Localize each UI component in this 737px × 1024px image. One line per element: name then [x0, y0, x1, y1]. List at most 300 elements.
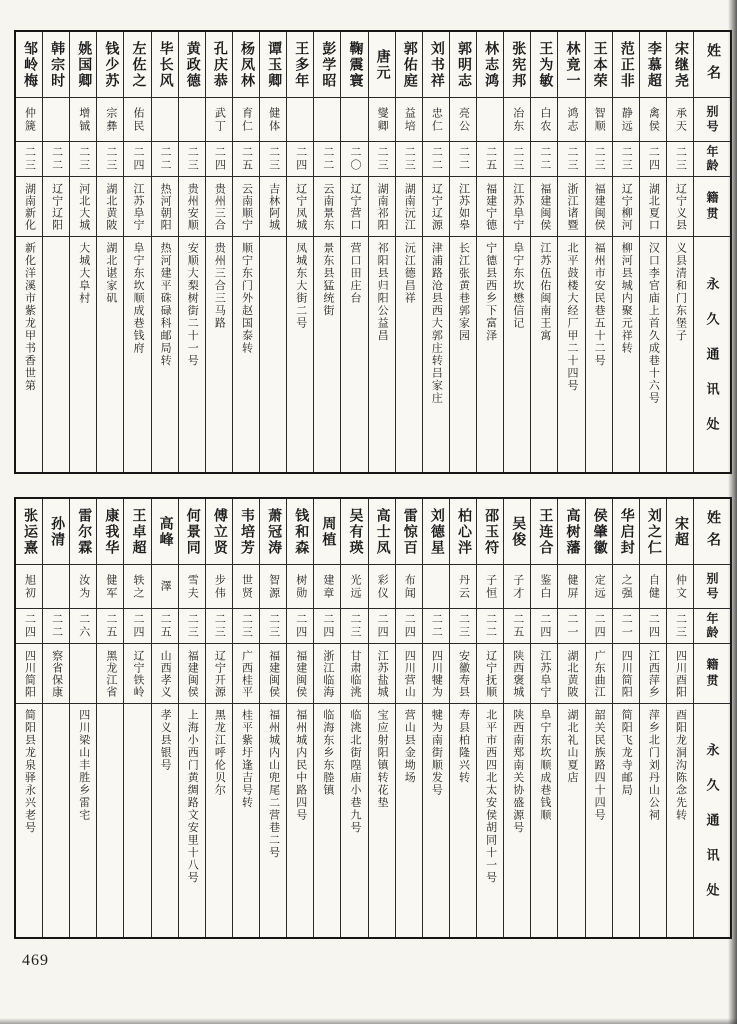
person-age: 二二	[430, 146, 443, 172]
address-cell	[477, 237, 503, 472]
person-name: 张运熹	[21, 507, 37, 556]
age-cell	[152, 609, 178, 644]
person-native-place: 湖北夏口	[647, 182, 660, 231]
address-cell	[640, 704, 666, 937]
name-cell	[16, 32, 42, 98]
header-age-cell	[694, 609, 730, 644]
name-cell	[124, 32, 150, 98]
header-native-place-cell	[694, 177, 730, 237]
address-cell	[16, 704, 42, 937]
person-alias: 健体	[267, 106, 280, 133]
age-cell	[586, 609, 612, 644]
person-native-place: 吉林阿城	[267, 182, 280, 231]
person-alias: 光远	[348, 573, 361, 600]
native-place-cell	[396, 644, 422, 704]
name-cell	[70, 32, 96, 98]
entry-column	[314, 32, 341, 472]
name-cell	[613, 499, 639, 565]
person-name: 华启封	[618, 507, 634, 556]
age-cell	[16, 142, 42, 177]
person-alias: 静远	[620, 106, 633, 133]
person-name: 吴俊	[510, 515, 526, 548]
native-place-cell	[586, 177, 612, 237]
age-cell	[43, 609, 69, 644]
person-name: 唐元	[374, 48, 390, 81]
address-cell	[396, 237, 422, 472]
person-name: 高峰	[157, 515, 173, 548]
person-name: 孔庆恭	[211, 40, 227, 89]
person-age: 二四	[647, 146, 660, 172]
age-cell	[97, 142, 123, 177]
person-alias: 汝为	[77, 573, 90, 600]
person-address: 宁德县西乡下富泽	[484, 242, 497, 342]
person-age: 二五	[511, 613, 524, 639]
age-cell	[586, 142, 612, 177]
native-place-cell	[179, 177, 205, 237]
native-place-cell	[206, 644, 232, 704]
address-cell	[423, 237, 449, 472]
alias-cell	[206, 565, 232, 609]
entry-column	[586, 32, 613, 472]
person-native-place: 湖北黄陂	[104, 182, 117, 231]
alias-cell	[640, 98, 666, 142]
entry-column	[640, 32, 667, 472]
person-address: 犍为南街顺发号	[430, 709, 443, 797]
name-cell	[260, 32, 286, 98]
name-cell	[260, 499, 286, 565]
person-native-place: 湖南新化	[23, 182, 36, 231]
name-cell	[667, 32, 693, 98]
age-cell	[179, 142, 205, 177]
person-name: 彭学昭	[320, 40, 336, 89]
person-address: 北平鼓楼大经厂甲二十四号	[565, 242, 578, 392]
person-age: 二三	[674, 146, 687, 172]
entry-column	[640, 499, 667, 937]
address-cell	[667, 704, 693, 937]
native-place-cell	[124, 644, 150, 704]
age-cell	[341, 609, 367, 644]
person-name: 林志鸿	[483, 40, 499, 89]
person-name: 王连合	[537, 507, 553, 556]
person-age: 二四	[321, 613, 334, 639]
name-cell	[558, 499, 584, 565]
person-alias: 宗彝	[104, 106, 117, 133]
alias-cell	[640, 565, 666, 609]
person-address: 韶关民族路四十四号	[593, 709, 606, 822]
person-alias: 步伟	[213, 573, 226, 600]
person-age: 二五	[240, 146, 253, 172]
native-place-cell	[504, 644, 530, 704]
person-age: 二三	[104, 146, 117, 172]
person-native-place: 广东曲江	[593, 649, 606, 698]
person-alias: 布闻	[403, 573, 416, 600]
address-cell	[640, 237, 666, 472]
person-address: 新化洋溪市紫龙甲书香世第	[23, 242, 36, 392]
person-native-place: 辽宁开源	[213, 649, 226, 698]
native-place-cell	[260, 644, 286, 704]
person-alias: 彩仪	[376, 573, 389, 600]
person-native-place: 河北大城	[77, 182, 90, 231]
native-place-cell	[369, 644, 395, 704]
alias-cell	[152, 565, 178, 609]
person-native-place: 湖北黄陂	[565, 649, 578, 698]
entry-column	[369, 499, 396, 937]
person-address: 义县清和门东堡子	[674, 242, 687, 342]
person-age: 二四	[294, 146, 307, 172]
age-cell	[206, 609, 232, 644]
person-name: 毕长风	[157, 40, 173, 89]
address-cell	[97, 704, 123, 937]
name-cell	[124, 499, 150, 565]
person-name: 左佐之	[130, 40, 146, 89]
name-cell	[531, 499, 557, 565]
header-address-cell	[694, 704, 730, 937]
person-age: 二五	[104, 613, 117, 639]
entry-column	[206, 499, 233, 937]
address-cell	[43, 704, 69, 937]
person-name: 范正非	[618, 40, 634, 89]
alias-cell	[314, 565, 340, 609]
name-cell	[369, 32, 395, 98]
age-cell	[369, 142, 395, 177]
alias-cell	[477, 565, 503, 609]
entry-column	[667, 32, 694, 472]
name-cell	[16, 499, 42, 565]
age-cell	[423, 609, 449, 644]
person-age: 二四	[131, 146, 144, 172]
native-place-cell	[314, 644, 340, 704]
person-age: 二四	[294, 613, 307, 639]
person-address: 湖北礼山夏店	[565, 709, 578, 784]
alias-cell	[97, 98, 123, 142]
age-cell	[613, 142, 639, 177]
name-cell	[613, 32, 639, 98]
entry-column	[70, 499, 97, 937]
native-place-cell	[477, 177, 503, 237]
age-cell	[287, 609, 313, 644]
person-address: 沅江德昌祥	[403, 242, 416, 305]
name-cell	[233, 499, 259, 565]
header-name-label: 姓名	[705, 42, 720, 87]
entry-column	[558, 32, 585, 472]
person-address: 营山县金坳场	[403, 709, 416, 784]
person-name: 钱少苏	[103, 40, 119, 89]
person-age: 二二	[484, 613, 497, 639]
entry-column	[531, 499, 558, 937]
native-place-cell	[558, 177, 584, 237]
age-cell	[640, 609, 666, 644]
name-cell	[396, 32, 422, 98]
entry-column	[396, 499, 423, 937]
person-name: 杨凤林	[238, 40, 254, 89]
name-cell	[287, 499, 313, 565]
person-alias: 子才	[511, 573, 524, 600]
person-native-place: 陕西褒城	[511, 649, 524, 698]
person-age: 二三	[240, 613, 253, 639]
person-age: 二四	[647, 613, 660, 639]
person-native-place: 云南顺宁	[240, 182, 253, 231]
person-address: 简阳飞龙寺邮局	[620, 709, 633, 797]
header-age-label: 年龄	[705, 612, 719, 640]
person-native-place: 浙江诸暨	[565, 182, 578, 231]
name-cell	[450, 499, 476, 565]
name-cell	[206, 499, 232, 565]
person-name: 王多年	[293, 40, 309, 89]
person-native-place: 黑龙江省	[104, 649, 117, 698]
alias-cell	[586, 565, 612, 609]
native-place-cell	[97, 644, 123, 704]
address-cell	[233, 704, 259, 937]
header-alias-cell	[694, 565, 730, 609]
native-place-cell	[43, 177, 69, 237]
person-alias: 雪夫	[186, 573, 199, 600]
header-address-label: 永久通讯处	[704, 276, 720, 452]
native-place-cell	[43, 644, 69, 704]
age-cell	[287, 142, 313, 177]
person-name: 周植	[320, 515, 336, 548]
person-alias: 忠仁	[430, 106, 443, 133]
address-cell	[16, 237, 42, 472]
person-alias: 建章	[321, 573, 334, 600]
person-age: 二三	[457, 613, 470, 639]
age-cell	[396, 142, 422, 177]
native-place-cell	[558, 644, 584, 704]
address-cell	[586, 704, 612, 937]
person-address: 阜宁东坎顺成巷钱顺	[538, 709, 551, 822]
alias-cell	[152, 98, 178, 142]
person-name: 王卓超	[130, 507, 146, 556]
person-native-place: 福建闽侯	[593, 182, 606, 231]
alias-cell	[558, 565, 584, 609]
person-name: 郭佑庭	[401, 40, 417, 89]
person-address: 酉阳龙洞沟陈念先转	[674, 709, 687, 822]
person-age: 二三	[593, 146, 606, 172]
address-cell	[613, 237, 639, 472]
person-address: 福州市安民巷五十二号	[593, 242, 606, 367]
native-place-cell	[477, 644, 503, 704]
native-place-cell	[667, 644, 693, 704]
entry-column	[152, 32, 179, 472]
header-age-cell	[694, 142, 730, 177]
entry-column	[396, 32, 423, 472]
person-address: 热河建平硃碌科邮局转	[159, 242, 172, 367]
alias-cell	[260, 565, 286, 609]
person-age: 二四	[593, 613, 606, 639]
person-name: 韩宗时	[49, 40, 65, 89]
entry-column	[179, 32, 206, 472]
age-cell	[423, 142, 449, 177]
person-native-place: 辽宁铁岭	[131, 649, 144, 698]
alias-cell	[586, 98, 612, 142]
native-place-cell	[341, 644, 367, 704]
alias-cell	[124, 565, 150, 609]
person-native-place: 福建闽侯	[186, 649, 199, 698]
entry-column	[613, 499, 640, 937]
header-name-cell	[694, 32, 730, 98]
entry-column	[369, 32, 396, 472]
person-native-place: 广西桂平	[240, 649, 253, 698]
person-age: 二二	[321, 146, 334, 172]
age-cell	[667, 142, 693, 177]
table-header-column	[694, 499, 730, 937]
alias-cell	[206, 98, 232, 142]
person-alias: 育仁	[240, 106, 253, 133]
native-place-cell	[341, 177, 367, 237]
person-alias: 冶东	[511, 106, 524, 133]
entry-column	[504, 32, 531, 472]
address-cell	[314, 237, 340, 472]
person-alias: 鉴白	[538, 573, 551, 600]
native-place-cell	[124, 177, 150, 237]
person-native-place: 福建宁德	[484, 182, 497, 231]
alias-cell	[179, 98, 205, 142]
name-cell	[206, 32, 232, 98]
alias-cell	[504, 565, 530, 609]
entry-column	[70, 32, 97, 472]
person-address: 阜宁东坎懋信记	[511, 242, 524, 330]
header-alias-label: 别号	[705, 104, 719, 135]
person-alias: 燮卿	[376, 106, 389, 133]
person-native-place: 四川简阳	[620, 649, 633, 698]
name-cell	[640, 499, 666, 565]
entry-column	[504, 499, 531, 937]
person-name: 李慕超	[645, 40, 661, 89]
entry-column	[586, 499, 613, 937]
person-address: 汉口李官庙上首久成巷十六号	[647, 242, 660, 405]
person-age: 二四	[213, 146, 226, 172]
alias-cell	[531, 565, 557, 609]
person-address: 江苏伍佑闽南王寓	[538, 242, 551, 342]
person-name: 黄政德	[184, 40, 200, 89]
person-age: 二三	[620, 146, 633, 172]
person-age: 二二	[538, 146, 551, 172]
address-cell	[70, 704, 96, 937]
alias-cell	[450, 565, 476, 609]
alias-cell	[124, 98, 150, 142]
alias-cell	[16, 98, 42, 142]
entry-column	[233, 32, 260, 472]
person-age: 二三	[348, 613, 361, 639]
address-cell	[206, 704, 232, 937]
person-alias: 树勋	[294, 573, 307, 600]
person-address: 萍乡北门刘丹山公祠	[647, 709, 660, 822]
address-cell	[97, 237, 123, 472]
person-age: 二四	[403, 613, 416, 639]
name-cell	[477, 32, 503, 98]
person-age: 二三	[511, 146, 524, 172]
age-cell	[70, 609, 96, 644]
person-alias: 仲文	[674, 573, 687, 600]
age-cell	[233, 609, 259, 644]
person-address: 湖北谌家矶	[104, 242, 117, 305]
person-alias: 健军	[104, 573, 117, 600]
native-place-cell	[314, 177, 340, 237]
age-cell	[450, 609, 476, 644]
address-cell	[558, 237, 584, 472]
name-cell	[504, 32, 530, 98]
address-cell	[613, 704, 639, 937]
address-cell	[341, 237, 367, 472]
person-native-place: 江苏阜宁	[131, 182, 144, 231]
header-native-place-label: 籍贯	[705, 657, 719, 690]
person-name: 孙清	[49, 515, 65, 548]
person-name: 刘之仁	[645, 507, 661, 556]
age-cell	[16, 609, 42, 644]
person-age: 二三	[186, 146, 199, 172]
person-age: 二三	[376, 146, 389, 172]
name-cell	[179, 499, 205, 565]
address-cell	[124, 237, 150, 472]
person-alias: 佑民	[131, 106, 144, 133]
native-place-cell	[70, 644, 96, 704]
address-cell	[450, 704, 476, 937]
age-cell	[233, 142, 259, 177]
person-alias: 健屏	[565, 573, 578, 600]
native-place-cell	[233, 644, 259, 704]
entry-column	[667, 499, 694, 937]
age-cell	[558, 609, 584, 644]
entry-column	[206, 32, 233, 472]
person-alias: 鸿志	[565, 106, 578, 133]
person-native-place: 福建闽侯	[267, 649, 280, 698]
person-age: 二四	[23, 613, 36, 639]
age-cell	[396, 609, 422, 644]
name-cell	[97, 499, 123, 565]
age-cell	[504, 609, 530, 644]
alias-cell	[179, 565, 205, 609]
alias-cell	[613, 565, 639, 609]
person-alias: 增铖	[77, 106, 90, 133]
name-cell	[152, 32, 178, 98]
alias-cell	[43, 565, 69, 609]
person-address: 津浦路沧县西大郭庄转吕家庄	[430, 242, 443, 405]
person-address: 凤城东大街二号	[294, 242, 307, 330]
person-native-place: 辽宁柳河	[620, 182, 633, 231]
alias-cell	[396, 98, 422, 142]
person-age: 二二	[50, 613, 63, 639]
person-age: 二三	[674, 613, 687, 639]
native-place-cell	[287, 177, 313, 237]
native-place-cell	[152, 644, 178, 704]
person-name: 王为敏	[537, 40, 553, 89]
person-address: 宝应射阳镇转花垫	[376, 709, 389, 809]
person-name: 姚国卿	[76, 40, 92, 89]
person-alias: 承天	[674, 106, 687, 133]
person-native-place: 辽宁凤城	[294, 182, 307, 231]
address-cell	[531, 704, 557, 937]
header-age-label: 年龄	[705, 145, 719, 173]
alias-cell	[97, 565, 123, 609]
person-name: 邵玉符	[483, 507, 499, 556]
person-name: 邹岭梅	[21, 40, 37, 89]
person-address: 黑龙江呼伦贝尔	[213, 709, 226, 797]
person-native-place: 安徽寿县	[457, 649, 470, 698]
native-place-cell	[287, 644, 313, 704]
person-age: 二一	[565, 613, 578, 639]
age-cell	[260, 142, 286, 177]
address-cell	[260, 704, 286, 937]
name-cell	[287, 32, 313, 98]
age-cell	[341, 142, 367, 177]
native-place-cell	[97, 177, 123, 237]
entry-column	[341, 32, 368, 472]
person-age: 二二	[457, 146, 470, 172]
address-cell	[152, 704, 178, 937]
native-place-cell	[16, 644, 42, 704]
person-address: 顺宁东门外赵国泰转	[240, 242, 253, 355]
alias-cell	[613, 98, 639, 142]
alias-cell	[423, 565, 449, 609]
